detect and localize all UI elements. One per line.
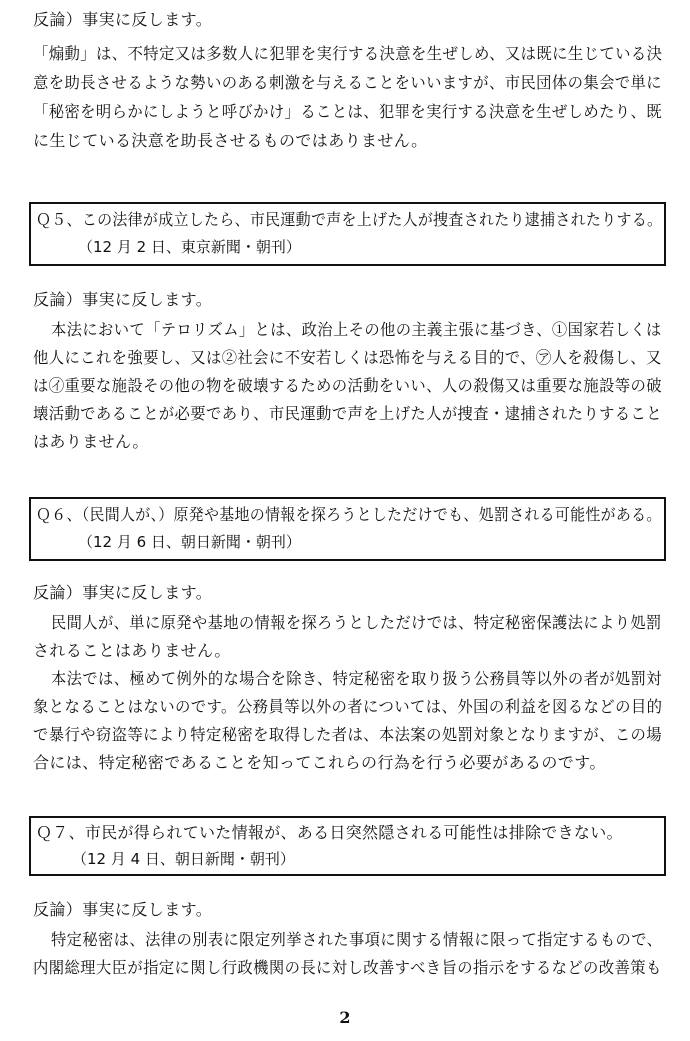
q5-rebuttal-heading: 反論）事実に反します。 bbox=[33, 290, 213, 309]
body-line: 特定秘密は、法律の別表に限定列挙された事項に関する情報に限って指定するもので、 bbox=[51, 930, 663, 949]
body-line: 意を助長させるような勢いのある刺激を与えることをいいますが、市民団体の集会で単に bbox=[33, 73, 662, 92]
body-line: 合には、特定秘密であることを知ってこれらの行為を行う必要があるのです。 bbox=[33, 753, 606, 772]
body-line: 民間人が、単に原発や基地の情報を探ろうとしただけでは、特定秘密保護法により処罰 bbox=[51, 613, 662, 632]
q7-rebuttal-heading: 反論）事実に反します。 bbox=[33, 900, 213, 919]
body-line: 本法において「テロリズム」とは、政治上その他の主義主張に基づき、①国家若しくは bbox=[51, 320, 662, 339]
body-line: 象となることはないのです。公務員等以外の者については、外国の利益を図るなどの目的 bbox=[33, 697, 663, 716]
q6-source: （12 月 6 日、朝日新聞・朝刊） bbox=[78, 533, 301, 551]
body-line: に生じている決意を助長させるものではありません。 bbox=[33, 131, 428, 150]
q6-question: Ｑ６、（民間人が、）原発や基地の情報を探ろうとしただけでも、処罰される可能性がある。 bbox=[36, 505, 662, 524]
page-number: 2 bbox=[339, 1008, 351, 1027]
body-line: は㋑重要な施設その他の物を破壊するための活動をいい、人の殺傷又は重要な施設等の破 bbox=[33, 376, 662, 395]
body-line: 内閣総理大臣が指定に関し行政機関の長に対し改善すべき旨の指示をするなどの改善策も bbox=[33, 958, 662, 977]
body-line: 壊活動であることが必要であり、市民運動で声を上げた人が捜査・逮捕されたりすること bbox=[33, 404, 662, 423]
body-line: 「煽動」は、不特定又は多数人に犯罪を実行する決意を生ぜしめ、又は既に生じている決 bbox=[33, 44, 663, 63]
body-line: で暴行や窃盗等により特定秘密を取得した者は、本法案の処罰対象となりますが、この場 bbox=[33, 725, 662, 744]
body-line: されることはありません。 bbox=[33, 641, 231, 660]
q6-rebuttal-heading: 反論）事実に反します。 bbox=[33, 583, 213, 602]
body-line: 「秘密を明らかにしようと呼びかけ」ることは、犯罪を実行する決意を生ぜしめたり、既 bbox=[33, 102, 662, 121]
body-line: はありません。 bbox=[33, 432, 149, 451]
q7-question: Ｑ７、市民が得られていた情報が、ある日突然隠される可能性は排除できない。 bbox=[36, 823, 623, 842]
rebuttal-heading-prev: 反論）事実に反します。 bbox=[33, 10, 213, 29]
q5-question: Ｑ５、この法律が成立したら、市民運動で声を上げた人が捜査されたり逮捕されたりする。 bbox=[36, 210, 663, 229]
body-line: 他人にこれを強要し、又は②社会に不安若しくは恐怖を与える目的で、㋐人を殺傷し、又 bbox=[33, 348, 662, 367]
q5-source: （12 月 2 日、東京新聞・朝刊） bbox=[78, 238, 301, 256]
q7-source: （12 月 4 日、朝日新聞・朝刊） bbox=[72, 850, 295, 868]
body-line: 本法では、極めて例外的な場合を除き、特定秘密を取り扱う公務員等以外の者が処罰対 bbox=[51, 669, 662, 688]
